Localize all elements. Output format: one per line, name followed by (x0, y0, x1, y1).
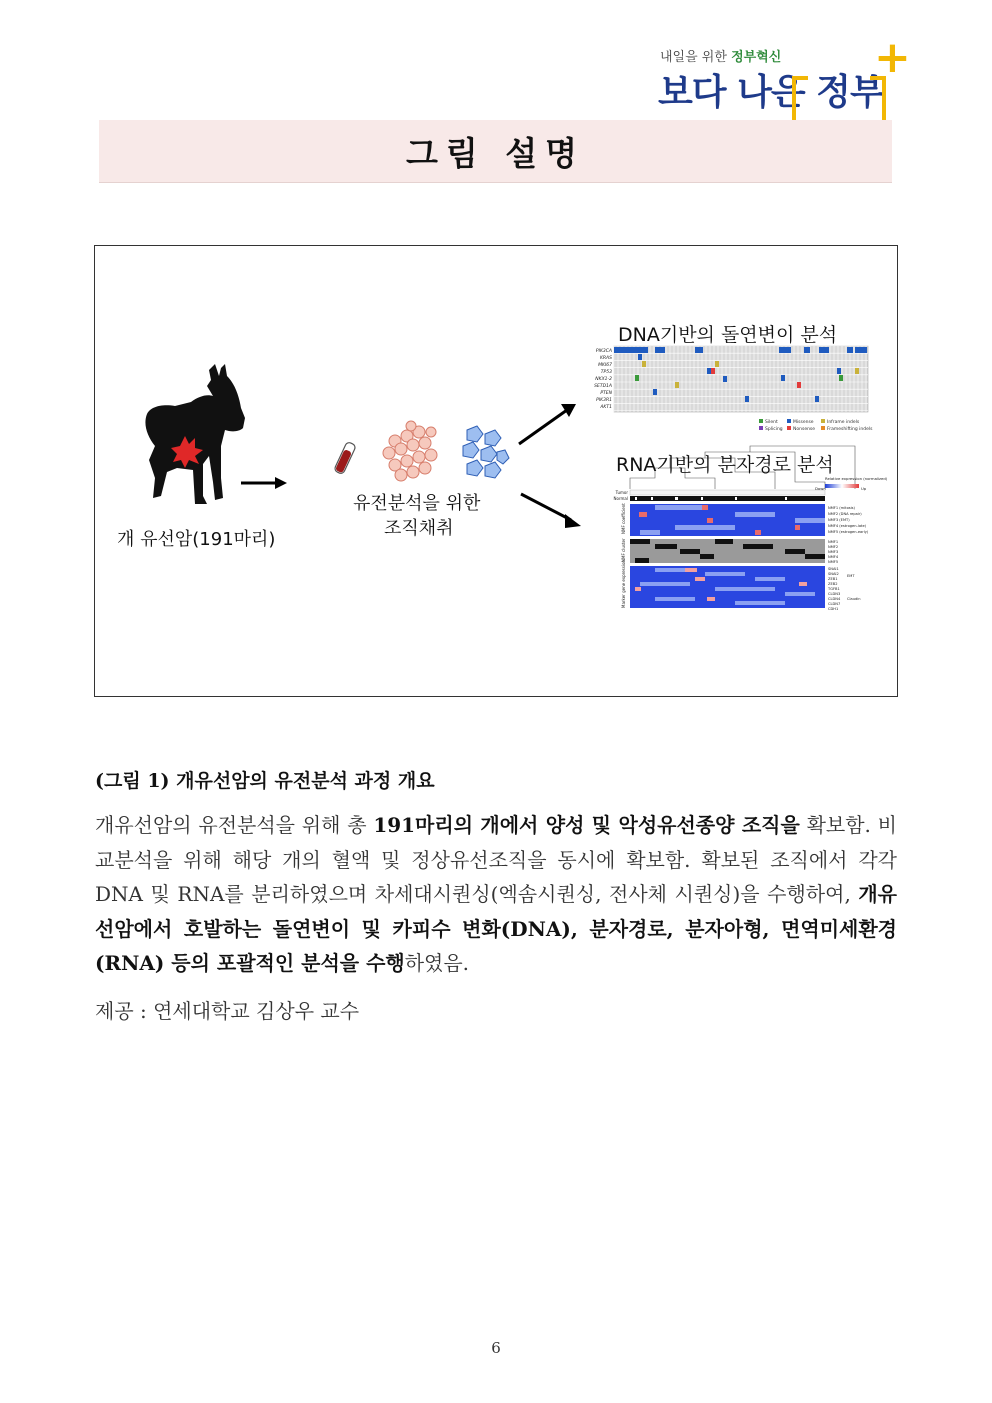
logo-main-text: 보다 나은 정부 (658, 72, 884, 113)
row-label: ZEB1 (828, 577, 838, 581)
description-paragraph: 개유선암의 유전분석을 위해 총 191마리의 개에서 양성 및 악성유선종양 조직을 확보함. 비교분석을 위해 해당 개의 혈액 및 정상유선조직을 동시에 확보함. 확보된 조직에서 각각 DNA 및 RNA를 분리하였으며 차세대시퀀싱(엑솜시퀀싱, 전사체 시퀀싱)을 수행하여, 개유선암에서 호발하는 돌연변이 및 카피수 변화(DNA), 분자경로, 분자아형, 면역미세환경(RNA) 등의 포괄적인 분석을 수행하였음. (95, 813, 897, 975)
plus-icon: + (874, 32, 911, 83)
gene-label: PIK3CA (595, 349, 612, 354)
page-title: 그림 설명 (405, 133, 585, 173)
logo-tagline: 내일을 위한 정부혁신 (660, 50, 782, 65)
row-label: NMF4 (828, 555, 839, 559)
tissue-label-line2: 조직채취 (384, 518, 454, 539)
gene-label: AKT1 (600, 405, 612, 410)
gene-label: PIK3R1 (596, 398, 612, 403)
row-label: NMF1 (mitosis) (828, 506, 855, 510)
legend-label: Frameshifting indels (827, 427, 873, 432)
dog-label: 개 유선암(191마리) (117, 529, 276, 550)
row-label: SNAI2 (828, 572, 839, 576)
legend-up: Up (861, 486, 867, 491)
track-label: Tumor (615, 490, 628, 495)
page-number: 6 (491, 1339, 501, 1357)
arrow-up-icon (519, 404, 576, 444)
row-group-label: Claudin (847, 597, 861, 601)
row-label: TGFB1 (828, 587, 840, 591)
dna-gene-labels (594, 348, 612, 410)
row-label: NMF1 (828, 540, 839, 544)
figure-caption: (그림 1) 개유선암의 유전분석 과정 개요 (95, 770, 435, 792)
gene-label: TP53 (600, 370, 612, 375)
figure-box (94, 245, 898, 697)
row-label: CLDN4 (828, 597, 841, 601)
gene-label: PTEN (600, 391, 612, 396)
row-group-label: EMT (847, 574, 855, 578)
group-label: NMF cluster (621, 538, 626, 562)
legend-label: Nonsense (793, 427, 816, 432)
dna-oncoprint (614, 346, 868, 412)
legend-title: Relative expression (normalized) (825, 476, 888, 481)
normal-cells-icon (463, 426, 509, 478)
track-label: Normal (613, 496, 628, 501)
credit-line: 제공 : 연세대학교 김상우 교수 (95, 999, 360, 1023)
blood-tube-icon (334, 441, 357, 474)
group-label: Marker gene expression (621, 560, 626, 608)
dna-panel-title: DNA기반의 돌연변이 분석 (618, 324, 838, 346)
row-label: NMF5 (estrogen-early) (828, 530, 869, 534)
gene-label: SETD1A (594, 384, 612, 389)
arrow-icon (241, 477, 287, 489)
tissue-label-line1: 유전분석을 위한 (353, 493, 481, 514)
row-label: NMF5 (828, 560, 839, 564)
row-label: NMF4 (estrogen-late) (828, 524, 867, 528)
row-label: SNAI1 (828, 567, 839, 571)
gene-label: NKX1-2 (595, 377, 612, 382)
dna-legend (759, 419, 873, 432)
legend-label: Missense (793, 420, 814, 425)
rna-legend (815, 476, 888, 491)
row-label: NMF2 (828, 545, 839, 549)
row-label: CLDN3 (828, 592, 841, 596)
row-label: ZEB2 (828, 582, 838, 586)
dog-icon (145, 364, 245, 504)
legend-label: Splicing (765, 427, 783, 432)
row-label: CLDN7 (828, 602, 841, 606)
gene-label: KRAS (599, 356, 612, 361)
arrow-down-icon (521, 494, 581, 528)
gene-label: MKI67 (598, 363, 612, 368)
row-label: CDH1 (828, 607, 839, 611)
title-banner (99, 120, 892, 183)
group-label: NMF coefficient (621, 503, 626, 534)
row-label: NMF3 (EMT) (828, 518, 850, 522)
row-label: NMF3 (828, 550, 839, 554)
legend-down: Down (815, 486, 826, 491)
government-logo (652, 32, 911, 122)
legend-label: Inframe indels (827, 420, 860, 425)
rna-panel-title: RNA기반의 분자경로 분석 (616, 454, 834, 476)
tumor-cells-icon (383, 421, 437, 481)
legend-label: Silent (765, 420, 778, 425)
row-label: NMF2 (DNA repair) (828, 512, 862, 516)
